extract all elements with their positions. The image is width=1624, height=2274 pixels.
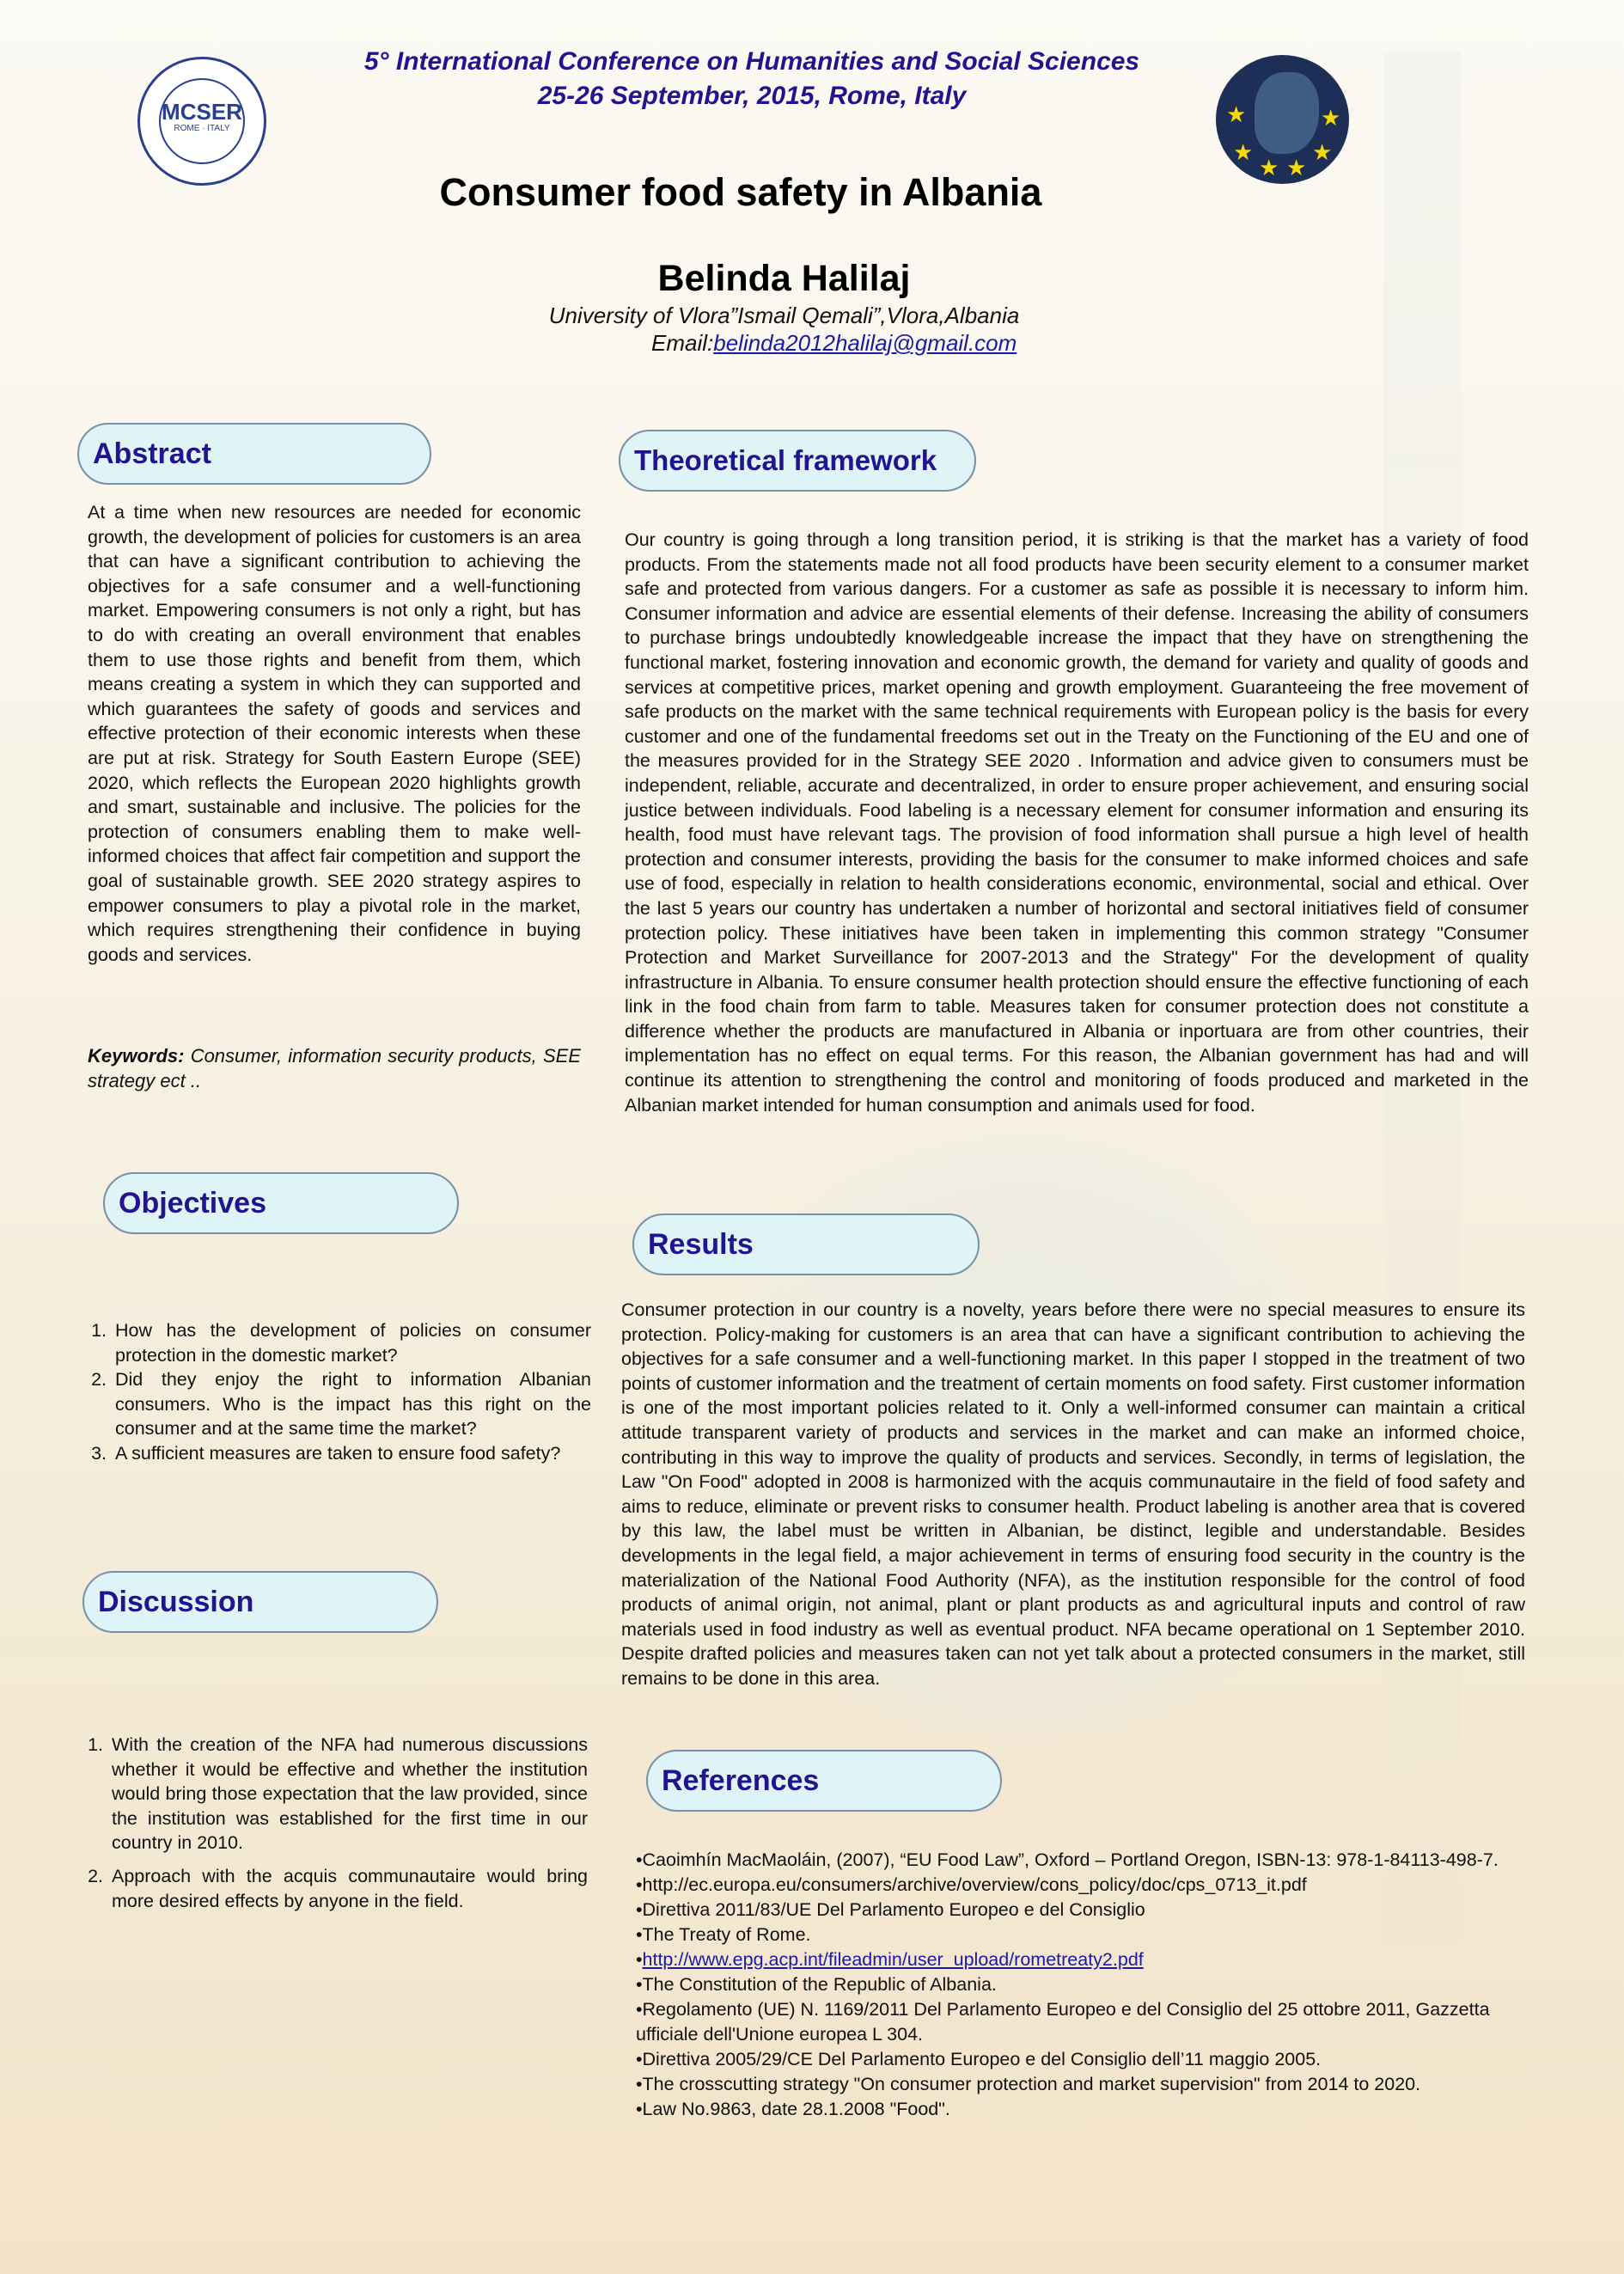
mcser-logo-text: MCSER [162, 99, 242, 125]
star-icon: ★ [1286, 155, 1307, 180]
mcser-logo [137, 57, 266, 186]
conference-line-1: 5° International Conference on Humanities and Social Sciences [363, 47, 1140, 76]
discussion-list [77, 1733, 588, 1913]
europe-map-shape [1255, 72, 1319, 154]
references-heading: References [646, 1750, 1002, 1812]
objective-item: 3. A sufficient measures are taken to ensure food safety? [112, 1441, 591, 1466]
star-icon: ★ [1312, 139, 1333, 165]
objectives-list [81, 1318, 591, 1466]
references-list [636, 1848, 1512, 2122]
discussion-item: 1. With the creation of the NFA had numerous discussions whether it would be effective and whether the institution would bring those expectation that the law provided, since the institution was established for the first time in our country in 2010. [108, 1733, 588, 1855]
mcser-logo-subtext: ROME · ITALY [174, 124, 230, 133]
abstract-text: At a time when new resources are needed for economic growth, the development of policies for customers is an area that can have a significant contribution to achieving the objectives for a safe consumer and a well-functioning market. Empowering consumers is not only a right, but has to do with creating an overall environment that enables them to use those rights and benefit from them, which means creating a system in which they can supported and which guarantees the safety of goods and services and effective protection of their economic interests when these are put at risk. Strategy for South Eastern Europe (SEE) 2020, which reflects the European 2020 highlights growth and smart, sustainable and inclusive. The policies for the protection of consumers enabling them to make well-informed choices that affect fair competition and support the goal of sustainable growth. SEE 2020 strategy aspires to empower consumers to play a pivotal role in the market, which requires strengthening their confidence in buying goods and services. [88, 502, 581, 965]
abstract-heading: Abstract [77, 423, 431, 485]
discussion-item: 2. Approach with the acquis communautaire would bring more desired effects by anyone in the field. [108, 1864, 588, 1913]
objective-item: 2. Did they enjoy the right to information Albanian consumers. Who is the impact has this right on the consumer and at the same time the market? [112, 1367, 591, 1441]
keywords-text: Consumer, information security products, SEE strategy ect .. [88, 1045, 581, 1091]
author-name: Belinda Halilaj [657, 258, 911, 299]
objective-item: 1. How has the development of policies on consumer protection in the domestic market? [112, 1318, 591, 1367]
reference-item: •Caoimhín MacMaoláin, (2007), “EU Food Law”, Oxford – Portland Oregon, ISBN-13: 978-1-84113-498-7. [636, 1849, 1499, 1870]
reference-item: •The Treaty of Rome. [636, 1924, 811, 1945]
mcser-logo-inner [159, 78, 245, 164]
reference-item: •The Constitution of the Republic of Albania. [636, 1974, 997, 1995]
reference-item: •Regolamento (UE) N. 1169/2011 Del Parlamento Europeo e del Consiglio del 25 ottobre 2011, Gazzetta ufficiale dell'Unione europea L 304. [636, 1999, 1490, 2045]
reference-item-link-row [636, 1947, 1512, 1972]
reference-item: •Law No.9863, date 28.1.2008 "Food". [636, 2099, 950, 2119]
star-icon: ★ [1259, 155, 1279, 180]
theoretical-framework-text: Our country is going through a long transition period, it is striking is that the market has a variety of food products. From the statements made not all food products have been security element to a consumer market safe and protected from various dangers. For a customer as safe as possible it is necessary to inform him. Consumer information and advice are essential elements of their defense. Increasing the ability of consumers to purchase brings undoubtedly knowledgeable increase the impact that they have on strengthening the functional market, fostering innovation and economic growth, the demand for variety and quality of goods and services at competitive prices, market opening and growth employment. Guaranteeing the free movement of safe products on the market with the same technical requirements with European policy is the basis for every customer and one of the fundamental freedoms set out in the Treaty on the Functioning of the EU and one of the measures provided for in the Strategy SEE 2020 . Information and advice given to consumers must be independent, reliable, accurate and decentralized, in order to ensure proper achievement, and ensuring social justice between individuals. Food labeling is a necessary element for consumer information and ensuring its health, food must have relevant tags. The provision of food information shall pursue a high level of health protection and consumer interests, providing the basis for the consumer to make informed choices and safe use of food, especially in relation to health considerations economic, environmental, social and ethical. Over the last 5 years our country has undertaken a number of horizontal and sectoral initiatives field of consumer protection policy. These initiatives have been taken in implementing this common strategy "Consumer Protection and Market Surveillance for 2007-2013 and the Strategy" For the development of quality infrastructure in Albania. To ensure consumer health protection should ensure the effective functioning of each link in the food chain from farm to table. Measures taken for consumer protection does not constitute a difference whether the products are manufactured in Albania or inportuara are from other countries, their implementation has no effect on equal terms. For this reason, the Albanian government has had and will continue its attention to strengthening the control and monitoring of foods produced and marketed in the Albanian market intended for human consumption and animals used for food. [625, 529, 1529, 1116]
poster-title: Consumer food safety in Albania [439, 170, 1042, 214]
email-label: Email: [651, 330, 714, 356]
author-email [651, 330, 1017, 357]
conference-line-2: 25-26 September, 2015, Rome, Italy [537, 82, 967, 110]
conference-title [258, 45, 1246, 113]
email-link[interactable]: belinda2012halilaj@gmail.com [713, 330, 1017, 356]
star-icon: ★ [1321, 105, 1341, 131]
star-icon: ★ [1226, 101, 1247, 127]
author-affiliation: University of Vlora”Ismail Qemali”,Vlora,Albania [548, 303, 1020, 328]
abstract-keywords [88, 1043, 581, 1093]
reference-link[interactable]: http://www.epg.acp.int/fileadmin/user_upload/rometreaty2.pdf [642, 1949, 1144, 1970]
discussion-heading: Discussion [82, 1571, 438, 1633]
reference-item: •Direttiva 2005/29/CE Del Parlamento Europeo e del Consiglio dell’11 maggio 2005. [636, 2049, 1322, 2069]
reference-bullet: • [636, 1949, 643, 1970]
theoretical-framework-heading: Theoretical framework [619, 430, 976, 492]
reference-item: •http://ec.europa.eu/consumers/archive/overview/cons_policy/doc/cps_0713_it.pdf [636, 1874, 1307, 1895]
keywords-label: Keywords: [88, 1045, 185, 1067]
reference-item: •The crosscutting strategy "On consumer protection and market supervision" from 2014 to 2020. [636, 2074, 1421, 2094]
results-heading: Results [632, 1213, 980, 1275]
star-icon: ★ [1233, 139, 1254, 165]
results-text: Consumer protection in our country is a novelty, years before there were no special measures to ensure its protection. Policy-making for customers is an area that can have a significant contribution to achieving the objectives for a safe consumer and a well-functioning market. In this paper I stopped in the treatment of two points of customer information and the treatment of certain moments on food safety. First customer information is one of the most important policies related to it. Only a well-informed consumer can maintain a critical attitude transparent variety of products and services in the market and can make an informed choice, contributing in this way to improve the quality of products and services. Secondly, in terms of legislation, the Law "On Food" adopted in 2008 is harmonized with the acquis communautaire in the field of food safety and aims to reduce, eliminate or prevent risks to consumer health. Product labeling is another area that is covered by this law, the label must be written in Albanian, be distinct, legible and understandable. Besides developments in the legal field, a major achievement in terms of ensuring food security in the country is the materialization of the National Food Authority (NFA), as the institution responsible for the control of food products of animal origin, not animal, plant or plant products as and agricultural inputs and control of raw materials used in food industry as well as eventual product. NFA became operational on 1 September 2010. Despite drafted policies and measures taken can not yet talk about a protected consumers in the market, still remains to be done in this area. [621, 1299, 1525, 1689]
reference-item: •Direttiva 2011/83/UE Del Parlamento Europeo e del Consiglio [636, 1899, 1145, 1920]
objectives-heading: Objectives [103, 1172, 459, 1234]
